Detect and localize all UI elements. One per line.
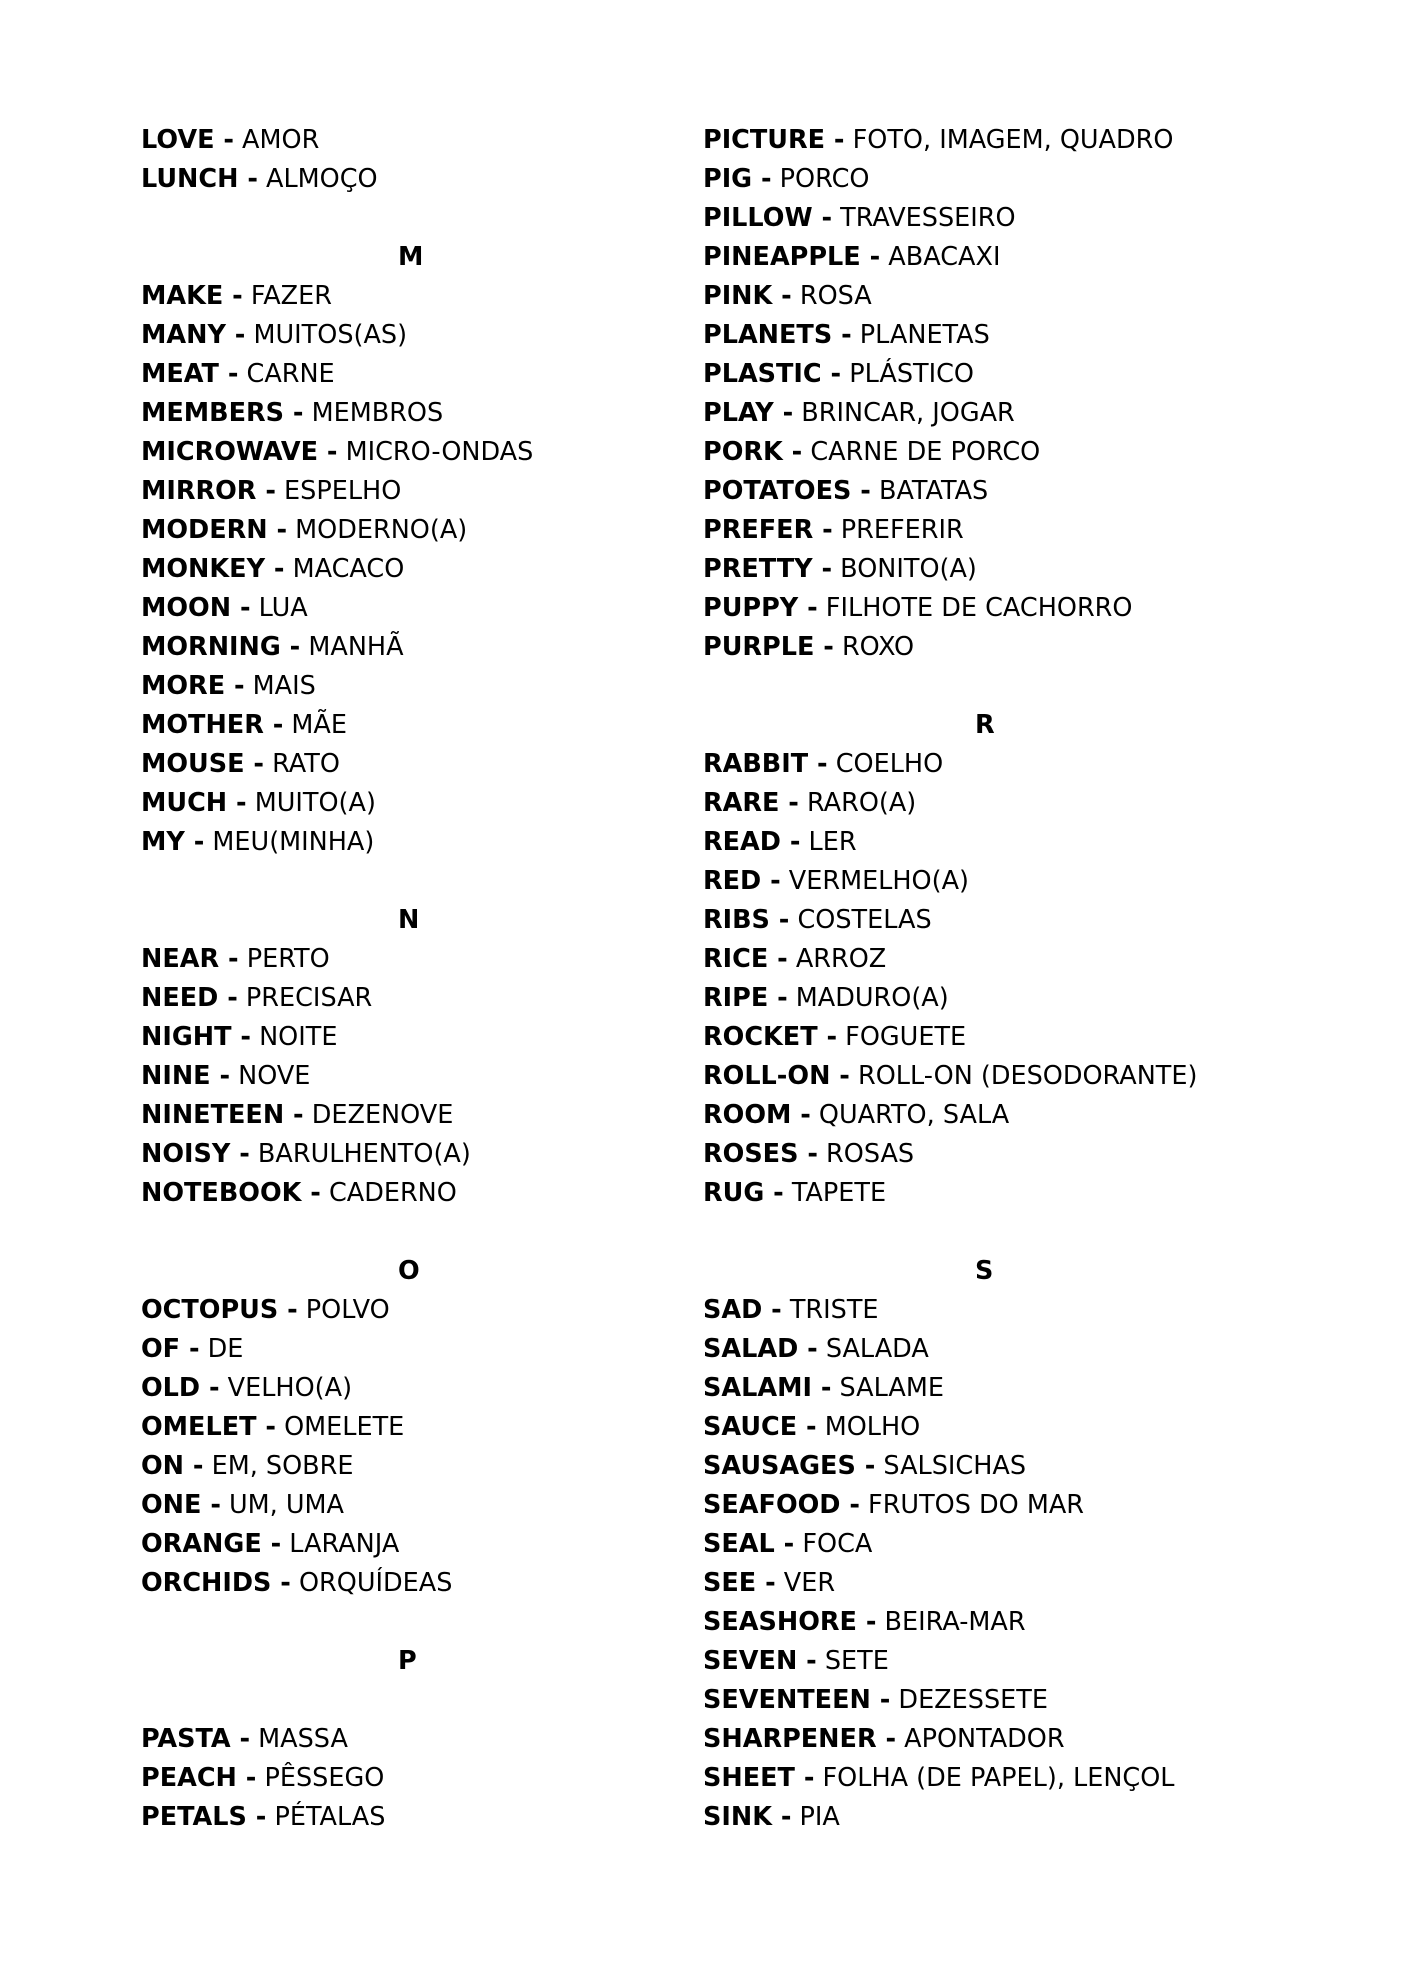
english-term: NOISY - bbox=[141, 1139, 250, 1169]
vocabulary-entry bbox=[703, 1759, 1263, 1798]
english-term: PASTA - bbox=[141, 1724, 251, 1754]
vocabulary-entry bbox=[141, 1018, 671, 1057]
english-term: RED - bbox=[703, 866, 781, 896]
vocabulary-entry bbox=[703, 1174, 1263, 1213]
vocabulary-entry bbox=[703, 1447, 1263, 1486]
vocabulary-entry bbox=[703, 784, 1263, 823]
english-term: SEAL - bbox=[703, 1529, 795, 1559]
english-term: PRETTY - bbox=[703, 554, 833, 584]
portuguese-translation: MUITOS(AS) bbox=[245, 320, 408, 350]
english-term: PILLOW - bbox=[703, 203, 833, 233]
english-term: SAUCE - bbox=[703, 1412, 817, 1442]
portuguese-translation: FOGUETE bbox=[837, 1022, 967, 1052]
portuguese-translation: COELHO bbox=[827, 749, 944, 779]
portuguese-translation: BARULHENTO(A) bbox=[249, 1139, 471, 1169]
vocabulary-entry bbox=[141, 823, 671, 862]
english-term: SAD - bbox=[703, 1295, 782, 1325]
english-term: SEVEN - bbox=[703, 1646, 817, 1676]
portuguese-translation: ALMOÇO bbox=[257, 164, 378, 194]
vocabulary-entry bbox=[141, 433, 671, 472]
english-term: OLD - bbox=[141, 1373, 220, 1403]
portuguese-translation: MODERNO(A) bbox=[287, 515, 468, 545]
vocabulary-entry bbox=[703, 1564, 1263, 1603]
english-term: MICROWAVE - bbox=[141, 437, 338, 467]
vocabulary-entry bbox=[141, 1525, 671, 1564]
vocabulary-entry bbox=[703, 511, 1263, 550]
english-term: SHARPENER - bbox=[703, 1724, 897, 1754]
vocabulary-entry bbox=[703, 121, 1263, 160]
english-term: OMELET - bbox=[141, 1412, 276, 1442]
portuguese-translation: POLVO bbox=[297, 1295, 390, 1325]
vocabulary-entry bbox=[703, 940, 1263, 979]
vocabulary-entry bbox=[141, 1486, 671, 1525]
english-term: MOON - bbox=[141, 593, 251, 623]
english-term: PLANETS - bbox=[703, 320, 852, 350]
english-term: PIG - bbox=[703, 164, 772, 194]
portuguese-translation: TAPETE bbox=[783, 1178, 887, 1208]
portuguese-translation: VELHO(A) bbox=[219, 1373, 353, 1403]
portuguese-translation: MEU(MINHA) bbox=[204, 827, 375, 857]
portuguese-translation: BEIRA-MAR bbox=[876, 1607, 1026, 1637]
section-letter-heading: O bbox=[398, 1256, 420, 1286]
english-term: RARE - bbox=[703, 788, 799, 818]
portuguese-translation: NOITE bbox=[250, 1022, 338, 1052]
english-term: ROSES - bbox=[703, 1139, 818, 1169]
english-term: PINK - bbox=[703, 281, 792, 311]
portuguese-translation: COSTELAS bbox=[789, 905, 932, 935]
portuguese-translation: MANHÃ bbox=[300, 632, 404, 662]
portuguese-translation: ROSA bbox=[791, 281, 872, 311]
english-term: PREFER - bbox=[703, 515, 833, 545]
vocabulary-entry bbox=[703, 628, 1263, 667]
vocabulary-entry bbox=[141, 589, 671, 628]
vocabulary-entry bbox=[141, 277, 671, 316]
vocabulary-entry bbox=[141, 1174, 671, 1213]
vocabulary-entry bbox=[703, 862, 1263, 901]
vocabulary-entry bbox=[141, 1447, 671, 1486]
vocabulary-entry bbox=[141, 667, 671, 706]
vocabulary-entry bbox=[703, 1720, 1263, 1759]
portuguese-translation: VER bbox=[775, 1568, 836, 1598]
english-term: SEE - bbox=[703, 1568, 776, 1598]
english-term: PUPPY - bbox=[703, 593, 818, 623]
vocabulary-entry bbox=[703, 277, 1263, 316]
portuguese-translation: QUARTO, SALA bbox=[810, 1100, 1010, 1130]
vocabulary-entry bbox=[703, 238, 1263, 277]
english-term: NINETEEN - bbox=[141, 1100, 304, 1130]
vocabulary-entry bbox=[141, 706, 671, 745]
vocabulary-entry bbox=[703, 1369, 1263, 1408]
english-term: PINEAPPLE - bbox=[703, 242, 881, 272]
portuguese-translation: ROXO bbox=[833, 632, 915, 662]
portuguese-translation: MICRO-ONDAS bbox=[337, 437, 534, 467]
portuguese-translation: FRUTOS DO MAR bbox=[859, 1490, 1085, 1520]
portuguese-translation: EM, SOBRE bbox=[203, 1451, 354, 1481]
english-term: NEAR - bbox=[141, 944, 239, 974]
vocabulary-entry bbox=[141, 1330, 671, 1369]
vocabulary-entry bbox=[141, 745, 671, 784]
vocabulary-entry bbox=[141, 1369, 671, 1408]
vocabulary-entry bbox=[703, 1525, 1263, 1564]
english-term: MUCH - bbox=[141, 788, 247, 818]
english-term: MIRROR - bbox=[141, 476, 276, 506]
portuguese-translation: PRECISAR bbox=[237, 983, 373, 1013]
vocabulary-entry bbox=[703, 160, 1263, 199]
portuguese-translation: DEZENOVE bbox=[303, 1100, 454, 1130]
english-term: LOVE - bbox=[141, 125, 234, 155]
vocabulary-entry bbox=[141, 316, 671, 355]
vocabulary-entry bbox=[703, 550, 1263, 589]
spacer bbox=[141, 1603, 671, 1642]
right-column bbox=[703, 121, 1263, 1837]
portuguese-translation: ESPELHO bbox=[275, 476, 402, 506]
vocabulary-entry bbox=[703, 1096, 1263, 1135]
vocabulary-entry bbox=[141, 1291, 671, 1330]
portuguese-translation: MÃE bbox=[283, 710, 347, 740]
english-term: MORNING - bbox=[141, 632, 301, 662]
english-term: MOUSE - bbox=[141, 749, 265, 779]
portuguese-translation: FOCA bbox=[794, 1529, 873, 1559]
english-term: NIGHT - bbox=[141, 1022, 251, 1052]
vocabulary-entry bbox=[141, 160, 671, 199]
english-term: PLAY - bbox=[703, 398, 794, 428]
portuguese-translation: ORQUÍDEAS bbox=[290, 1568, 453, 1598]
english-term: PEACH - bbox=[141, 1763, 257, 1793]
vocabulary-entry bbox=[703, 1681, 1263, 1720]
english-term: RABBIT - bbox=[703, 749, 828, 779]
portuguese-translation: BONITO(A) bbox=[832, 554, 977, 584]
portuguese-translation: ROLL-ON (DESODORANTE) bbox=[849, 1061, 1198, 1091]
vocabulary-entry bbox=[703, 1057, 1263, 1096]
portuguese-translation: LARANJA bbox=[281, 1529, 400, 1559]
portuguese-translation: BRINCAR, JOGAR bbox=[793, 398, 1015, 428]
english-term: READ - bbox=[703, 827, 801, 857]
vocabulary-entry bbox=[141, 355, 671, 394]
vocabulary-entry bbox=[703, 1291, 1263, 1330]
portuguese-translation: MADURO(A) bbox=[787, 983, 949, 1013]
vocabulary-entry bbox=[141, 1798, 671, 1837]
spacer bbox=[703, 1213, 1263, 1252]
english-term: MONKEY - bbox=[141, 554, 285, 584]
portuguese-translation: ROSAS bbox=[817, 1139, 915, 1169]
portuguese-translation: PLANETAS bbox=[851, 320, 990, 350]
english-term: SEAFOOD - bbox=[703, 1490, 860, 1520]
english-term: SEASHORE - bbox=[703, 1607, 877, 1637]
section-letter-heading: N bbox=[398, 905, 420, 935]
vocabulary-entry bbox=[141, 979, 671, 1018]
english-term: ORCHIDS - bbox=[141, 1568, 291, 1598]
vocabulary-entry bbox=[141, 511, 671, 550]
english-term: MEMBERS - bbox=[141, 398, 304, 428]
english-term: PURPLE - bbox=[703, 632, 834, 662]
english-term: ONE - bbox=[141, 1490, 221, 1520]
portuguese-translation: FILHOTE DE CACHORRO bbox=[817, 593, 1133, 623]
portuguese-translation: TRAVESSEIRO bbox=[832, 203, 1016, 233]
portuguese-translation: RARO(A) bbox=[798, 788, 917, 818]
portuguese-translation: RATO bbox=[264, 749, 340, 779]
portuguese-translation: PÊSSEGO bbox=[256, 1763, 385, 1793]
section-letter-heading: S bbox=[975, 1256, 994, 1286]
portuguese-translation: BATATAS bbox=[870, 476, 989, 506]
vocabulary-entry bbox=[703, 901, 1263, 940]
english-term: ORANGE - bbox=[141, 1529, 282, 1559]
portuguese-translation: MACACO bbox=[284, 554, 405, 584]
portuguese-translation: NOVE bbox=[230, 1061, 311, 1091]
vocabulary-entry bbox=[703, 1798, 1263, 1837]
portuguese-translation: FOTO, IMAGEM, QUADRO bbox=[844, 125, 1174, 155]
english-term: MOTHER - bbox=[141, 710, 284, 740]
portuguese-translation: MASSA bbox=[250, 1724, 348, 1754]
english-term: PORK - bbox=[703, 437, 803, 467]
vocabulary-entry bbox=[141, 940, 671, 979]
portuguese-translation: MUITO(A) bbox=[246, 788, 376, 818]
portuguese-translation: SALADA bbox=[817, 1334, 929, 1364]
portuguese-translation: UM, UMA bbox=[220, 1490, 344, 1520]
vocabulary-entry bbox=[703, 745, 1263, 784]
vocabulary-entry bbox=[703, 1642, 1263, 1681]
spacer bbox=[141, 1213, 671, 1252]
english-term: OF - bbox=[141, 1334, 200, 1364]
english-term: RIBS - bbox=[703, 905, 790, 935]
vocabulary-entry bbox=[703, 355, 1263, 394]
portuguese-translation: PIA bbox=[791, 1802, 840, 1832]
vocabulary-entry bbox=[703, 433, 1263, 472]
english-term: ROCKET - bbox=[703, 1022, 838, 1052]
english-term: NEED - bbox=[141, 983, 238, 1013]
portuguese-translation: SETE bbox=[816, 1646, 889, 1676]
left-column bbox=[141, 121, 671, 1837]
english-term: LUNCH - bbox=[141, 164, 258, 194]
vocabulary-entry bbox=[703, 979, 1263, 1018]
vocabulary-entry bbox=[141, 121, 671, 160]
portuguese-translation: MAIS bbox=[244, 671, 316, 701]
english-term: MEAT - bbox=[141, 359, 239, 389]
english-term: SEVENTEEN - bbox=[703, 1685, 891, 1715]
vocabulary-entry bbox=[141, 628, 671, 667]
vocabulary-entry bbox=[703, 589, 1263, 628]
portuguese-translation: CADERNO bbox=[320, 1178, 457, 1208]
english-term: RICE - bbox=[703, 944, 788, 974]
vocabulary-entry bbox=[141, 784, 671, 823]
vocabulary-entry bbox=[703, 1486, 1263, 1525]
vocabulary-entry bbox=[141, 1759, 671, 1798]
portuguese-translation: APONTADOR bbox=[896, 1724, 1065, 1754]
vocabulary-entry bbox=[703, 1018, 1263, 1057]
portuguese-translation: ARROZ bbox=[787, 944, 887, 974]
section-letter-heading: M bbox=[398, 242, 424, 272]
english-term: SALAD - bbox=[703, 1334, 818, 1364]
english-term: ROLL-ON - bbox=[703, 1061, 850, 1091]
vocabulary-entry bbox=[703, 1330, 1263, 1369]
section-letter-heading: R bbox=[975, 710, 995, 740]
vocabulary-entry bbox=[703, 394, 1263, 433]
portuguese-translation: PORCO bbox=[771, 164, 870, 194]
portuguese-translation: AMOR bbox=[233, 125, 320, 155]
spacer bbox=[703, 667, 1263, 706]
english-term: RIPE - bbox=[703, 983, 788, 1013]
vocabulary-entry bbox=[141, 394, 671, 433]
portuguese-translation: CARNE bbox=[238, 359, 335, 389]
portuguese-translation: DEZESSETE bbox=[890, 1685, 1048, 1715]
vocabulary-entry bbox=[141, 1135, 671, 1174]
spacer bbox=[141, 1681, 671, 1720]
english-term: OCTOPUS - bbox=[141, 1295, 298, 1325]
vocabulary-entry bbox=[141, 1057, 671, 1096]
portuguese-translation: TRISTE bbox=[781, 1295, 879, 1325]
portuguese-translation: SALSICHAS bbox=[875, 1451, 1027, 1481]
vocabulary-entry bbox=[141, 1408, 671, 1447]
portuguese-translation: PLÁSTICO bbox=[841, 359, 974, 389]
portuguese-translation: FAZER bbox=[242, 281, 332, 311]
portuguese-translation: PÉTALAS bbox=[266, 1802, 386, 1832]
english-term: PICTURE - bbox=[703, 125, 845, 155]
spacer bbox=[141, 199, 671, 238]
portuguese-translation: LER bbox=[800, 827, 857, 857]
english-term: MY - bbox=[141, 827, 205, 857]
vocabulary-entry bbox=[141, 550, 671, 589]
english-term: PETALS - bbox=[141, 1802, 267, 1832]
portuguese-translation: OMELETE bbox=[276, 1412, 405, 1442]
vocabulary-entry bbox=[703, 472, 1263, 511]
english-term: SALAMI - bbox=[703, 1373, 832, 1403]
portuguese-translation: PREFERIR bbox=[832, 515, 964, 545]
english-term: MAKE - bbox=[141, 281, 243, 311]
vocabulary-entry bbox=[141, 1096, 671, 1135]
portuguese-translation: PERTO bbox=[238, 944, 330, 974]
portuguese-translation: SALAME bbox=[831, 1373, 944, 1403]
vocabulary-entry bbox=[703, 1603, 1263, 1642]
portuguese-translation: FOLHA (DE PAPEL), LENÇOL bbox=[814, 1763, 1175, 1793]
english-term: NOTEBOOK - bbox=[141, 1178, 321, 1208]
section-letter-heading: P bbox=[398, 1646, 417, 1676]
english-term: PLASTIC - bbox=[703, 359, 842, 389]
vocabulary-entry bbox=[703, 823, 1263, 862]
portuguese-translation: CARNE DE PORCO bbox=[802, 437, 1041, 467]
vocabulary-entry bbox=[141, 472, 671, 511]
english-term: NINE - bbox=[141, 1061, 231, 1091]
vocabulary-entry bbox=[141, 1564, 671, 1603]
english-term: MODERN - bbox=[141, 515, 288, 545]
english-term: POTATOES - bbox=[703, 476, 871, 506]
vocabulary-entry bbox=[703, 1135, 1263, 1174]
english-term: MORE - bbox=[141, 671, 245, 701]
vocabulary-entry bbox=[703, 1408, 1263, 1447]
portuguese-translation: MOLHO bbox=[816, 1412, 921, 1442]
portuguese-translation: LUA bbox=[250, 593, 308, 623]
portuguese-translation: MEMBROS bbox=[303, 398, 444, 428]
english-term: MANY - bbox=[141, 320, 246, 350]
english-term: ON - bbox=[141, 1451, 204, 1481]
english-term: SINK - bbox=[703, 1802, 792, 1832]
portuguese-translation: VERMELHO(A) bbox=[780, 866, 969, 896]
portuguese-translation: DE bbox=[199, 1334, 244, 1364]
english-term: SHEET - bbox=[703, 1763, 815, 1793]
vocabulary-entry bbox=[703, 199, 1263, 238]
english-term: ROOM - bbox=[703, 1100, 811, 1130]
english-term: RUG - bbox=[703, 1178, 784, 1208]
english-term: SAUSAGES - bbox=[703, 1451, 876, 1481]
vocabulary-entry bbox=[703, 316, 1263, 355]
spacer bbox=[141, 862, 671, 901]
portuguese-translation: ABACAXI bbox=[880, 242, 1001, 272]
vocabulary-entry bbox=[141, 1720, 671, 1759]
